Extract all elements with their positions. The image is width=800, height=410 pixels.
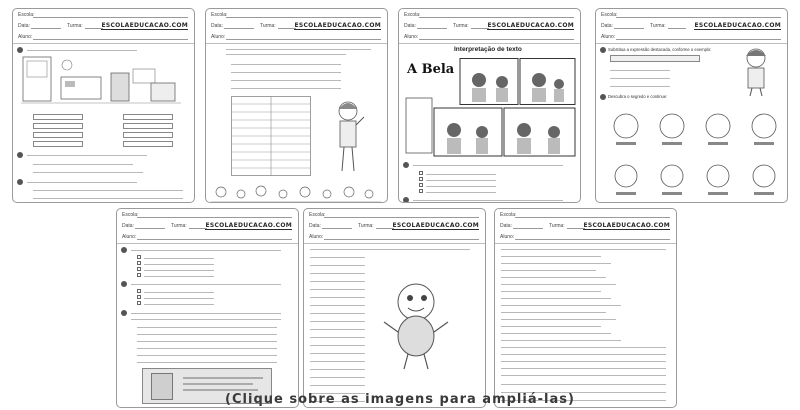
school-label: Escola: xyxy=(500,212,517,218)
student-label: Aluno: xyxy=(601,34,616,40)
girl-illustration xyxy=(326,99,371,179)
option-checkbox[interactable] xyxy=(137,301,141,305)
class-label: Turma: xyxy=(358,223,374,229)
student-label: Aluno: xyxy=(122,234,137,240)
page-caption: (Clique sobre as imagens para ampliá-las) xyxy=(225,392,575,407)
school-label: Escola: xyxy=(211,12,228,18)
worksheet-header xyxy=(596,9,787,44)
worksheet-header xyxy=(399,9,580,44)
answer-box[interactable] xyxy=(33,141,83,147)
date-label: Data: xyxy=(309,223,321,229)
school-label: Escola: xyxy=(18,12,35,18)
option-checkbox[interactable] xyxy=(137,255,141,259)
question-4 xyxy=(121,281,129,287)
worksheet-page-1[interactable] xyxy=(12,8,195,203)
answer-box[interactable] xyxy=(123,114,173,120)
worksheet-header xyxy=(13,9,194,44)
comic-strip xyxy=(404,58,576,158)
question-2 xyxy=(403,197,411,203)
student-label: Aluno: xyxy=(18,34,33,40)
school-label: Escola: xyxy=(404,12,421,18)
flowers-border xyxy=(211,182,381,203)
option-checkbox[interactable] xyxy=(137,273,141,277)
question-3 xyxy=(121,247,129,253)
class-label: Turma: xyxy=(67,23,83,29)
option-checkbox[interactable] xyxy=(419,183,423,187)
worksheet-header xyxy=(304,209,485,244)
worksheet-header xyxy=(206,9,387,44)
date-label: Data: xyxy=(601,23,613,29)
question-3 xyxy=(17,179,25,185)
class-label: Turma: xyxy=(650,23,666,29)
worksheet-page-2[interactable] xyxy=(205,8,388,203)
worksheet-page-3[interactable] xyxy=(398,8,581,203)
worksheet-header xyxy=(495,209,676,244)
answer-box[interactable] xyxy=(123,123,173,129)
class-label: Turma: xyxy=(171,223,187,229)
class-label: Turma: xyxy=(453,23,469,29)
school-label: Escola: xyxy=(309,212,326,218)
student-label: Aluno: xyxy=(500,234,515,240)
student-label: Aluno: xyxy=(309,234,324,240)
worksheet-page-5[interactable] xyxy=(116,208,299,408)
answer-box[interactable] xyxy=(33,114,83,120)
answer-box[interactable] xyxy=(123,141,173,147)
option-checkbox[interactable] xyxy=(137,261,141,265)
question-5 xyxy=(121,310,129,316)
cartoon-character xyxy=(376,274,476,374)
worksheet-header xyxy=(117,209,298,244)
example-box xyxy=(610,55,700,62)
site-logo: ESCOLAEDUCACAO.COM xyxy=(392,222,479,229)
site-logo: ESCOLAEDUCACAO.COM xyxy=(205,222,292,229)
date-label: Data: xyxy=(500,223,512,229)
option-checkbox[interactable] xyxy=(419,171,423,175)
comic-title: A Bela xyxy=(407,62,455,77)
option-checkbox[interactable] xyxy=(137,267,141,271)
option-checkbox[interactable] xyxy=(137,289,141,293)
worksheet-page-4[interactable] xyxy=(595,8,788,203)
site-logo: ESCOLAEDUCACAO.COM xyxy=(694,22,781,29)
site-logo: ESCOLAEDUCACAO.COM xyxy=(487,22,574,29)
answer-box[interactable] xyxy=(33,132,83,138)
answer-box[interactable] xyxy=(33,123,83,129)
option-checkbox[interactable] xyxy=(419,177,423,181)
question-5: Descubra o segredo e continue: xyxy=(600,94,667,100)
student-label: Aluno: xyxy=(211,34,226,40)
site-logo: ESCOLAEDUCACAO.COM xyxy=(101,22,188,29)
date-label: Data: xyxy=(211,23,223,29)
date-label: Data: xyxy=(404,23,416,29)
option-checkbox[interactable] xyxy=(137,295,141,299)
date-label: Data: xyxy=(122,223,134,229)
site-logo: ESCOLAEDUCACAO.COM xyxy=(583,222,670,229)
worksheet-page-7[interactable] xyxy=(494,208,677,408)
class-label: Turma: xyxy=(549,223,565,229)
student-label: Aluno: xyxy=(404,34,419,40)
question-2 xyxy=(17,152,25,158)
site-logo: ESCOLAEDUCACAO.COM xyxy=(294,22,381,29)
school-label: Escola: xyxy=(601,12,618,18)
sheet-title: Interpretação de texto xyxy=(454,46,522,53)
school-label: Escola: xyxy=(122,212,139,218)
question-4: Substitua a expressão destacada, conforme o exemplo: xyxy=(600,47,711,53)
class-label: Turma: xyxy=(260,23,276,29)
girl-illustration xyxy=(736,46,778,98)
question-1 xyxy=(17,47,25,53)
date-label: Data: xyxy=(18,23,30,29)
picture-grid xyxy=(604,104,784,203)
answer-box[interactable] xyxy=(123,132,173,138)
bedroom-illustration xyxy=(21,55,181,110)
worksheet-page-6[interactable] xyxy=(303,208,486,408)
question-1 xyxy=(403,162,411,168)
option-checkbox[interactable] xyxy=(419,189,423,193)
adjective-table xyxy=(231,96,311,176)
